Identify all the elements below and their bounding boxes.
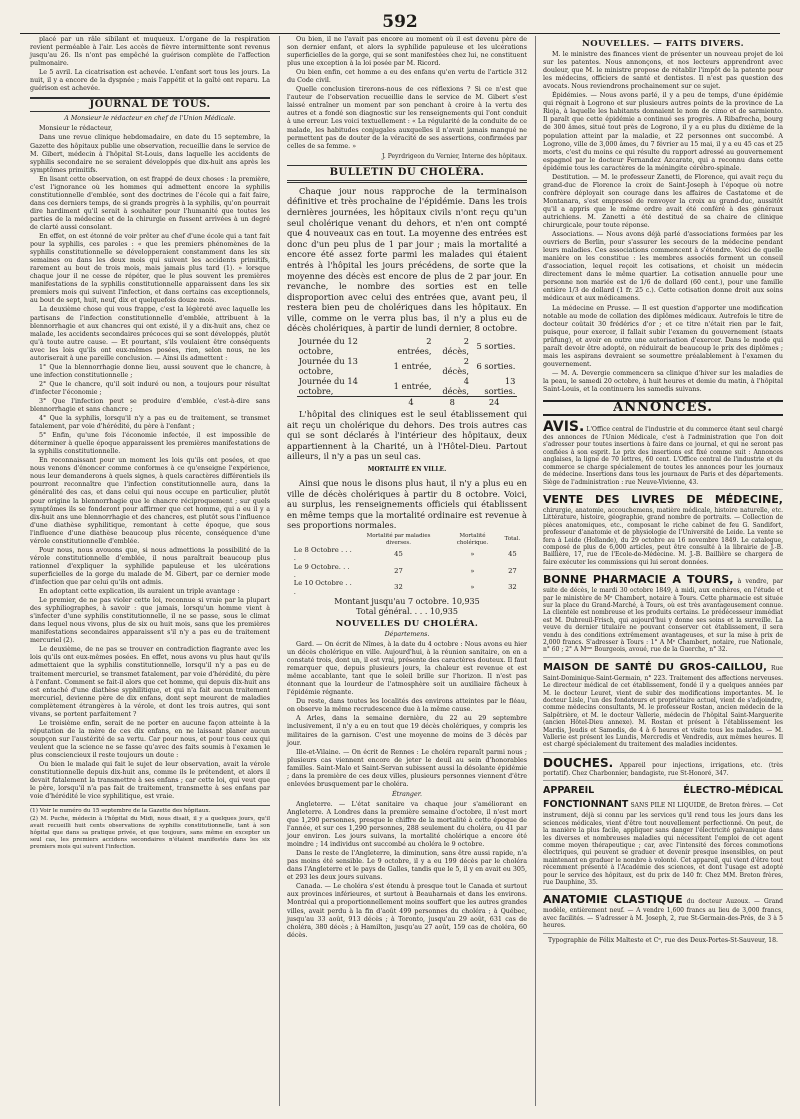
nouvelles-title: NOUVELLES. — FAITS DIVERS. (581, 39, 745, 49)
paragraph: Canada. — Le choléra s'est étendu à presque tout le Canada et surtout aux provinces inférieures, et surtout à Beauharnais et dans les environs. Montréal qui a proportionnellement moins souffert que les autres grandes villes, avait perdu à la fin d'août 499 personnes du choléra ; à Québec, jusqu'au 33 août, 913 décès ; à Toronto, jusqu'au 29 août, 631 cas de choléra, 380 décès ; à Hamilton, jusqu'au 27 août, 159 cas de choléra, 60 décès. (287, 883, 527, 939)
ad-livres (543, 493, 783, 570)
paragraph: Dans une revue clinique hebdomadaire, en date du 15 septembre, la Gazette des hôpitaux publie une observation, recueillie dans le service de M. Gibert, médecin à l'hôpital St-Louis, dans laquelle les accidents de syphilis secondaire ne se seraient développés que dix-huit ans après les symptômes primitifs. (30, 134, 270, 174)
ad-heading: APPAREIL ÉLECTRO-MÉDICAL FONCTIONNANT (543, 785, 783, 811)
mortalite-title: MORTALITÉ EN VILLE. (367, 466, 447, 474)
paragraph: Le 5 avril. La cicatrisation est achevée. L'enfant sort tous les jours. La nuit, il y a encore de la dyspnée ; mais l'appétit et la gaîté ont reparu. La guérison est achevée. (30, 69, 270, 93)
column-divider (279, 36, 280, 1106)
ad-appareil (543, 784, 783, 890)
table-cell: Journée du 14 octobre, (298, 376, 358, 397)
ad-anatomie (543, 893, 783, 933)
paragraph: placé par un râle sibilant et muqueux. L'organe de la respiration revient perméable à l'air. Les accès de fièvre intermittente sont revenus jusqu'au 26. Ils n'ont pas empêché la guérison complète de l'affection pulmonaire. (30, 36, 270, 68)
ad-text: L'Office central de l'industrie et du commerce étant seul chargé des annonces de l'Union Médicale, c'est à l'administration que l'on doit s'adresser pour toutes insertions à faire dans ce journal, et qui ne seront pas confiées à son esprit. Le prix des insertions est fixé comme suit : Annonces anglaises, la ligne de 70 lettres, 60 cent. L'Office central de l'industrie et du commerce se charge spécialement de toutes les annonces pour les journaux de médecine. Insertions dans tous les journaux de Paris et des départements. Siège de l'administration : rue Neuve-Vivienne, 43. (543, 426, 783, 486)
paragraph: En lisant cette observation, on est frappé de deux choses : la première, c'est l'ignorance où les hommes qui admettent encore la syphilis constitutionnelle d'emblée, sont des doctrines de l'école qui a fait faire, dans ces derniers temps, de si grands progrès à la syphilis, qu'on pourrait dire hardiment qu'il serait à souhaiter pour l'humanité que toutes les parties de la médecine et de la chirurgie en fussent arrivées à un degré de clarté aussi consolant. (30, 175, 270, 231)
ad-douches (543, 756, 783, 781)
paragraph: Quelle conclusion tirerons-nous de ces réflexions ? Si ce n'est que l'auteur de l'observation recueillie dans le service de M. Gibert s'est laissé entraîner un moment par son penchant à croire à la vertu des autres et a fondé son diagnostic sur les renseignements qui l'ont conduit à une erreur. Les voici textuellement : « La régularité de la conduite de ce malade, les habitudes conjugales auxquelles il n'avait jamais manqué ne permettent pas de douter de la véracité de ses assertions, confirmées par celles de sa femme. » (287, 86, 527, 150)
table-cell: 32 (394, 583, 403, 592)
paragraph: Dans le reste de l'Angleterre, la diminution, sans être aussi rapide, n'a pas moins été sensible. Le 9 octobre, il y a eu 199 décès par le choléra dans l'Angleterre et le pays de Galles, tandis que le 5, il y en avait eu 305, et 293 les deux jours suivans. (287, 850, 527, 882)
table-row (292, 579, 522, 596)
top-rule (20, 33, 780, 34)
paragraph: A Arles, dans la semaine dernière, du 22 au 29 septembre inclusivement, il n'y a eu en tout que 19 décès cholériques, y compris les militaires de la garnison. C'est une moyenne de moins de 3 décès par jour. (287, 715, 527, 747)
paragraph: En adoptant cette explication, ils auraient un triple avantage : (39, 588, 240, 596)
table-cell: 32 (508, 583, 517, 592)
typographer-credit: Typographie de Félix Malteste et Cᵉ, rue des Deux-Portes-St-Sauveur, 18. (547, 936, 779, 944)
paragraph: Du reste, dans toutes les localités des environs atteintes par le fléau, on observe la même recrudescence due à la même cause. (287, 698, 527, 714)
journal-body (30, 125, 270, 801)
column-divider (535, 36, 536, 1106)
intro-text (30, 36, 270, 93)
ad-maison-sante (543, 661, 783, 753)
table-cell: 2 entrées, (397, 336, 432, 357)
paragraph: Ille-et-Vilaine. — On écrit de Rennes : Le choléra reparaît parmi nous ; plusieurs cas viennent encore de jeter le deuil au sein d'honorables familles. Saint-Malo et Saint-Servan subissent aussi la désolante épidémie ; dans la première de ces deux villes, plusieurs personnes viennent d'être enlevées brusquement par le choléra. (287, 748, 527, 788)
table-row (297, 336, 518, 356)
table-cell: 4 décès, (442, 376, 470, 397)
table-cell: 4 (408, 397, 414, 408)
table-cell: 27 (508, 566, 517, 575)
table-cell: 45 (394, 550, 403, 559)
paragraph: Gard. — On écrit de Nîmes, à la date du 4 octobre : Nous avons eu hier un décès cholérique en ville. Aujourd'hui, à la réunion sanitaire, on en a constaté trois, dont un, il est vrai, présente des caractères douteux. Il faut remarquer que, depuis plusieurs jours, la chaleur est revenue et est même accablante, tant que le soleil brille sur l'horizon. Il n'est pas étonnant que la lourdeur de l'atmosphère soit un auxiliaire fâcheux à l'épidémie régnante. (287, 641, 527, 697)
table-cell: » (470, 550, 475, 559)
table-header: Mortalité cholérique. (456, 533, 489, 546)
journal-title: JOURNAL DE TOUS. (30, 97, 270, 112)
table-cell: 5 sorties. (476, 341, 516, 352)
departements-subtitle: Départemens. (384, 630, 430, 638)
table-cell: 2 décès, (442, 336, 470, 357)
ad-heading: AVIS. (543, 419, 585, 436)
ad-avis (543, 420, 783, 490)
journal-address: A Monsieur le rédacteur en chef de l'Union Médicale. (64, 115, 236, 123)
table-cell: 24 (488, 397, 500, 408)
total-general-line: Total général. . . . 10,935 (356, 606, 458, 616)
montant-line: Montant jusqu'au 7 octobre. 10,935 (334, 596, 480, 606)
ad-heading: VENTE DES LIVRES DE MÉDECINE, (543, 492, 783, 506)
table-cell: 1 entrée, (393, 381, 432, 392)
table-cell: 45 (508, 550, 517, 559)
table-cell: Le 10 Octobre . . . (293, 579, 352, 596)
ad-text: à vendre, par suite de décès, le mardi 30 octobre 1849, à midi, aux enchères, en l'étude et par le ministère de Mᵉ Chambert, notaire à Tours. Cette pharmacie est située sur la place du Grand-Marché, à Tours, où est très avantageusement connue. La clientèle est nombreuse et les produits certains. Le prédécesseur immédiat est M. Dubreuil-Frisch, qui aujourd'hui y donne ses soins et la surveille. La veuve du dernier titulaire ne pouvant conserver cet établissement, il sera vendu à des conditions extrêmement avantageuses, et sur la mise à prix de 2,000 francs. S'adresser à Tours : 1° A Mᵉ Chambert, notaire, rue Nationale, n° 60 ; 2° A Mᵐᵉ Bourgeois, avoué, rue de la Guerche, n° 32. (543, 578, 783, 654)
table-cell: 2 décès, (442, 356, 470, 377)
paragraph: M. le ministre des finances vient de présenter un nouveau projet de loi sur les patentes. Nous annonçons, et nos lecteurs apprendront avec douleur, que M. le ministre propose de rétablir l'impôt de la patente pour les médecins, officiers de santé et dentistes. Il n'est pas question des avocats. Nous reviendrons prochainement sur ce sujet. (543, 51, 783, 91)
table-cell: » (470, 566, 475, 575)
paragraph: La deuxième chose qui vous frappe, c'est la légèreté avec laquelle les partisans de l'infection constitutionnelle d'emblée, attribuent à la blennorrhagie et aux chancres qui ont existé, il y a dix-huit ans, chez ce malade, les accidents secondaires précoces qui se sont développés, plutôt qu'à toute autre cause. — Et pourtant, s'ils voulaient être conséquents avec les lois qu'ils ont eux-mêmes posées, rien, selon nous, ne les autoriserait à une pareille conclusion. — Ainsi ils admettent : (30, 306, 270, 362)
table-cell: Journée du 13 octobre, (298, 356, 358, 377)
table-cell: 8 (449, 397, 455, 408)
paragraph: La médecine en Prusse. — Il est question d'apporter une modification notable au mode de collation des diplômes médicaux. Autrefois le titre de docteur coûtait 30 frédérics d'or ; et ce titre n'était rien par le fait, puisque, pour exercer, il fallait subir l'examen du gouvernement (staats prüfung), et avoir en outre une autorisation d'exercer. Dans le mode qui paraît devoir être adopté, on réduirait de beaucoup le prix des diplômes ; mais les aspirans devraient se soumettre préalablement à l'examen du gouvernement. (543, 304, 783, 368)
paragraph: En reconnaissant pour un moment les lois qu'ils ont posées, et que nous venons d'énoncer comme conformes à ce qu'enseigne l'expérience, nous leur demanderons à quels signes, à quels caractères différentiels ils pourront reconnaître que l'infection constitutionnelle aura, dans la généralité des cas, et dans celui qui nous occupe en particulier, plutôt pour origine la blennorrhagie que le chancre réciproquement ; sur quels symptômes ils se fonderont pour affirmer que cet homme, qui a eu il y a dix-huit ans une blennorrhagie et des chancres, est plutôt sous l'influence d'une diathèse syphilitique, remontant à cette époque, que sous l'influence d'une diathèse beaucoup plus récente, conséquence d'une vérole constitutionnelle d'emblée. (30, 457, 270, 545)
paragraph: Ainsi que nous le disons plus haut, il n'y a plus eu en ville de décès cholériques à partir du 8 octobre. Voici, au surplus, les renseignements officiels qui établissent en même temps que la mortalité ordinaire est revenue à ses proportions normales. (287, 478, 527, 531)
paragraph: Destitution. — M. le professeur Zanetti, de Florence, qui avait reçu du grand-duc de Florence la croix de Saint-Joseph à l'époque où notre confrère déployait son courage dans les affaires de Castatome et de Montanara, s'est empressé de renvoyer la croix au grand-duc, aussitôt qu'il a appris que le même ordre avait été conféré à des généraux autrichiens. M. Zanetti a été destitué de sa chaire de clinique chirurgicale, pour toute réponse. (543, 173, 783, 230)
paragraph: L'hôpital des cliniques est le seul établissement qui ait reçu un cholérique du dehors. Des trois autres cas qui se sont déclarés à l'intérieur des hôpitaux, deux appartiennent à la Charité, un à l'Hôtel-Dieu. Partout ailleurs, il n'y a pas un seul cas. (287, 409, 527, 462)
paragraph: Ou bien, il ne l'avait pas encore au moment où il est devenu père de son dernier enfant, et alors la syphilide papuleuse et les ulcérations superficielles de la gorge, qui se sont manifestées chez lui, ne constituent plus une exception à la loi posée par M. Ricord. (287, 36, 527, 68)
paragraph: — M. A. Devergie commencera sa clinique d'hiver sur les maladies de la peau, le samedi 20 octobre, à huit heures et demie du matin, à l'hôpital Saint-Louis, et la continuera les samedis suivans. (543, 369, 783, 393)
ad-heading: DOUCHES. (543, 755, 614, 770)
table-cell: Le 8 Octobre . . . . (293, 546, 352, 563)
paragraph: Épidémies. — Nous avons parlé, il y a peu de temps, d'une épidémie qui régnait à Logrono et sur plusieurs autres points de la province de La Rioja, à laquelle les habitants donnaient le nom de cimo et de sarmiento. Il paraît que cette épidémie a continué ses progrès. A Ribafrecha, bourg de 300 âmes, situé tout près de Logrono, il y a eu plus du dixième de la population atteint par la maladie, et 22 personnes ont succombé. A Logrono, ville de 3,000 âmes, du 7 février au 15 mai, il y a eu 45 cas et 25 morts, c'est du moins ce qui résulte du rapport adressé au gouvernement espagnol par le docteur Fernandez Azcarate, qui a reconnu dans cette épidémie tous les caractères de la méningite cérébro-spinale. (543, 92, 783, 172)
page-number: 592 (382, 12, 418, 32)
paragraph: Angleterre. — L'état sanitaire va chaque jour s'améliorant en Angleterre. A Londres dans la première semaine d'octobre, il n'est mort que 1,290 personnes, presque le chiffre de la mortalité à cette époque de l'année, et sur ces 1,290 personnes, 288 seulement du choléra, ou 41 par jour environ. Les jours suivans, la mortalité cholérique a encore été moindre ; 14 individus ont succombé au choléra le 9 octobre. (287, 800, 527, 849)
ad-text: Rue Saint-Dominique-Saint-Germain, n° 223. Traitement des affections nerveuses. Le directeur médical de cet établissement, fondé il y a quelques années par M. le docteur Leuret, vient de subir des modifications importantes. M. le docteur Lisle, l'un des fondateurs et propriétaire actuel, vient de s'adjoindre, comme médecins consultants, M. le professeur Rostan, ancien médecin de la Salpêtrière, et M. le docteur Vallerie, médecin de l'hôpital Saint-Marguerite (ancien Hôtel-Dieu annexe). M. Rostan et présent à l'établissement les Mardis, Jeudis et Samedis, de 4 à 6 heures et visite tous les malades. — M. Vallerie est présent les Lundis, Mercredis et Vendredis, aux mêmes heures. Il est chargé spécialement du traitement des maladies incidentes. (543, 664, 783, 749)
ad-text: SANS PILE NI LIQUIDE, de Breton frères. — Cet instrument, déjà si connu par les services qu'il rend tous les jours dans les sciences médicales, vient d'être tout nouvellement perfectionné. On peut, de la manière la plus facile, appliquer sans danger l'électricité galvanique dans les diverses et nombreuses maladies qui nécessitent l'emploi de cet agent comme moyen thérapeutique ; car, avec l'intensité des forces commotions électriques, qui peuvent se graduer et devenir presque insensibles, on peut maintenant en graduer le nombre à volonté. Cet appareil, qui vient d'être tout récemment présenté à l'Académie des sciences, et dont l'usage est adopté pour le service des hôpitaux, est du prix de 140 fr. Chez MM. Breton frères, rue Dauphine, 35. (543, 802, 783, 886)
column-2 (287, 36, 527, 941)
nouvelles-cholera-title: NOUVELLES DU CHOLÉRA. (335, 618, 479, 629)
ad-text: chirurgie, anatomie, accouchemens, matière médicale, histoire naturelle, etc. Littérature, histoire, géographie, grand nombre de portraits. — Collection de pièces anatomiques, etc., composant le riche cabinet de feu G. Sandifort, professeur d'anatomie et de physiologie de l'Université de Leide. La vente se fera à Leide (Hollande), du 29 octobre au 16 novembre 1849. Le catalogue, composé de plus de 6,000 articles, peut être consulté à la librairie de J.-B. Baillière, 17, rue de l'Ecole-de-Médecine. M. J.-B. Baillière se chargera de faire exécuter les commissions qui lui seront données. (543, 506, 783, 566)
column-1 (30, 36, 270, 852)
column-3 (543, 36, 783, 945)
bulletin-body-2 (287, 409, 527, 462)
paragraph: 4° Que la syphilis, lorsqu'il n'y a pas eu de traitement, se transmet fatalement, par voie d'hérédité, du père à l'enfant ; (30, 415, 270, 431)
paragraph: Ou bien le malade qui fait le sujet de leur observation, avait la vérole constitutionnelle depuis dix-huit ans, comme ils le prétendent, et alors il devait fatalement la transmettre à ses enfans ; car cette loi, qui veut que le père, lorsqu'il n'a pas fait de traitement, transmette à ses enfans par voie d'hérédité le vice syphilitique, est vraie. (30, 761, 270, 801)
paragraph: Associations. — Nous avons déjà parlé d'associations formées par les ouvriers de Berlin, pour s'assurer les secours de la médecine pendant leurs maladies. Ces associations commencent à s'étendre. Voici de quelle manière on les constitue : les membres associés forment un conseil d'association, lequel reçoit les cotisations, et choisit un médecin directement dans le même quartier. La cotisation annuelle pour une personne non mariée est de 1/6 de dollard (60 cent.), pour une famille entière 1/3 de dollard (1 fr. 25 c.). Cette cotisation donne droit aux soins médicaux et aux médicamens. (543, 231, 783, 303)
journees-table (297, 336, 518, 407)
paragraph: Chaque jour nous rapproche de la terminaison définitive et très prochaine de l'épidémie. Dans les trois dernières journées, les hôpitaux civils n'ont reçu qu'un seul cholérique venant du dehors, et n'en ont compté que 4 nouveaux cas en tout. La moyenne des entrées est donc d'un peu plus de 1 par jour ; mais la mortalité a encore été assez forte parmi les malades qui étaient entrés à l'hôpital les jours précédens, de sorte que la moyenne des décès est encore de plus de 2 par jour. En revanche, le nombre des sorties est en telle disproportion avec celui des entrées que, avant peu, il restera bien peu de cholériques dans les hôpitaux. En ville, comme on le verra plus bas, il n'y a plus eu de décès cholériques, à partir de lundi dernier, 8 octobre. (287, 185, 527, 334)
mortalite-table (292, 533, 522, 596)
table-cell: Journée du 12 octobre, (298, 336, 358, 357)
footnote: (1) Voir le numéro du 15 septembre de la Gazette des hôpitaux. (30, 808, 211, 815)
paragraph: Pour nous, nous avouons que, si nous admettions la possibilité de la vérole constitutionnelle d'emblée, il nous paraîtrait beaucoup plus rationnel d'expliquer la syphilide papuleuse et les ulcérations superficielles de la gorge du malade de M. Gibert, par ce dernier mode d'infection que par celui qu'ils ont admis. (30, 546, 270, 586)
table-row (297, 356, 518, 376)
table-cell: » (470, 583, 475, 592)
paragraph: Le deuxième, de ne pas se trouver en contradiction flagrante avec les lois qu'ils ont eux-mêmes posées. En effet, nous avons vu plus haut qu'ils admettaient que la syphilis constitutionnelle, lorsqu'il n'y a pas eu de traitement mercuriel, se transmet fatalement, par voie d'hérédité, du père à l'enfant. Comment se fait-il alors que cet homme, qui depuis dix-huit ans est entaché d'une diathèse syphilitique, et qui n'a fait aucun traitement mercuriel, devienne père de dix enfans, dont sept meurent de maladies complètement étrangères à la vérole, et dont les trois autres, qui sont vivans, se portent parfaitement ? (30, 646, 270, 718)
signature: J. Peyrdrigeon du Vernier, Interne des hôpitaux. (381, 152, 527, 160)
ad-heading: MAISON DE SANTÉ DU GROS-CAILLOU, (543, 661, 767, 673)
table-row (292, 563, 522, 580)
table-cell: Le 9 Octobre. . . . (293, 562, 350, 579)
ad-heading: ANATOMIE CLASTIQUE (543, 893, 683, 907)
table-row (292, 546, 522, 563)
ad-text: du docteur Auzoux. — Grand modèle, entièrement neuf. — A vendre 1,600 francs au lieu de 3,000 francs, avec facilités. — S'adresser à M. Joseph, 2, rue St-Germain-des-Prés, de 3 à 5 heures. (543, 898, 783, 930)
mortalite-body (287, 478, 527, 531)
table-header (292, 533, 355, 546)
table-total-row (297, 397, 518, 408)
table-cell: 1 entrée, (393, 361, 432, 372)
table-cell: 13 sorties. (484, 376, 516, 397)
footnotes (30, 805, 270, 851)
table-cell: 6 sorties. (476, 361, 516, 372)
paragraph: 2° Que le chancre, qu'il soit induré ou non, a toujours pour résultat d'infecter l'économie ; (30, 380, 270, 396)
paragraph: En effet, on est étonné de voir prêter au chef d'une école qui a tant fait pour la syphilis, ces paroles : « que les premiers phénomènes de la syphilis constitutionnelle se développeraient constamment dans les six semaines ou dans les deux mois qui suivent les accidents primitifs, rarement au bout de trois mois, mais jamais plus tard (1). » lorsque chaque jour il ne cesse de répéter, que le plus souvent les premières manifestations de la syphilis constitutionnelle apparaissent dans les six premiers mois qui suivent l'infection, et dans certains cas exceptionnels, au bout de sept, huit, neuf, dix et quelquefois douze mois. (30, 233, 270, 305)
table-header: Mortalité par maladies diverses. (366, 533, 431, 546)
table-header: Total. (504, 536, 521, 543)
table-header-row (292, 533, 522, 546)
bulletin-body (287, 186, 527, 334)
table-cell: 27 (394, 566, 403, 575)
paragraph: 5° Enfin, qu'une fois l'économie infectée, il est impossible de déterminer à quelle époque apparaissent les premières manifestations de la syphilis constitutionnelle. (30, 432, 270, 456)
paragraph: Le troisième enfin, serait de ne porter en aucune façon atteinte à la réputation de la mère de ces dix enfans, en ne laissant planer aucun soupçon sur l'austérité de sa vertu. Car pour nous, et pour tous ceux qui veulent que la science ne se fasse qu'avec des faits soumis à l'examen le plus consciencieux il reste toujours un doute : (30, 719, 270, 759)
ad-text: Appareil pour injections, irrigations, etc. (très portatif). Chez Charbonnier, bandagiste, rue St-Honoré, 347. (543, 761, 783, 777)
table-row (297, 376, 518, 397)
paragraph: Monsieur le rédacteur, (39, 125, 113, 133)
paragraph: 1° Que la blennorrhagie donne lieu, aussi souvent que le chancre, à une infection constitutionnelle ; (30, 363, 270, 379)
paragraph: Ou bien enfin, cet homme a eu des enfans qu'en vertu de l'article 312 du Code civil. (287, 69, 527, 85)
paragraph: Le premier, de ne pas violer cette loi, reconnue si vraie par la plupart des syphiliographes, à savoir : que jamais, lorsqu'un homme vient à s'infecter d'une syphilis constitutionnelle, il ne se passe, sous le climat dans lequel nous vivons, plus de six ou huit mois, sans que les premières manifestations secondaires apparaissent s'il n'y a pas eu de traitement mercuriel (2). (30, 597, 270, 645)
ad-heading: BONNE PHARMACIE A TOURS, (543, 573, 734, 587)
bulletin-title: BULLETIN DU CHOLÉRA. (287, 165, 527, 183)
annonces-title: ANNONCES. (543, 400, 783, 416)
paragraph: 3° Que l'infection peut se produire d'emblée, c'est-à-dire sans blennorrhagie et sans chancre ; (30, 397, 270, 414)
etranger-subtitle: Étranger. (391, 790, 423, 798)
footnote: (2) M. Puche, médecin à l'hôpital du Midi, nous disait, il y a quelques jours, qu'il avait recueilli huit cents observations de syphilis constitutionnelle, tant à son hôpital que dans sa pratique privée, et que toujours, sans même en excepter un seul cas, les premiers accidens secondaires n'étaient manifestés dans les six premiers mois qui suivent l'infection. (30, 816, 270, 851)
ad-pharmacie (543, 573, 783, 658)
